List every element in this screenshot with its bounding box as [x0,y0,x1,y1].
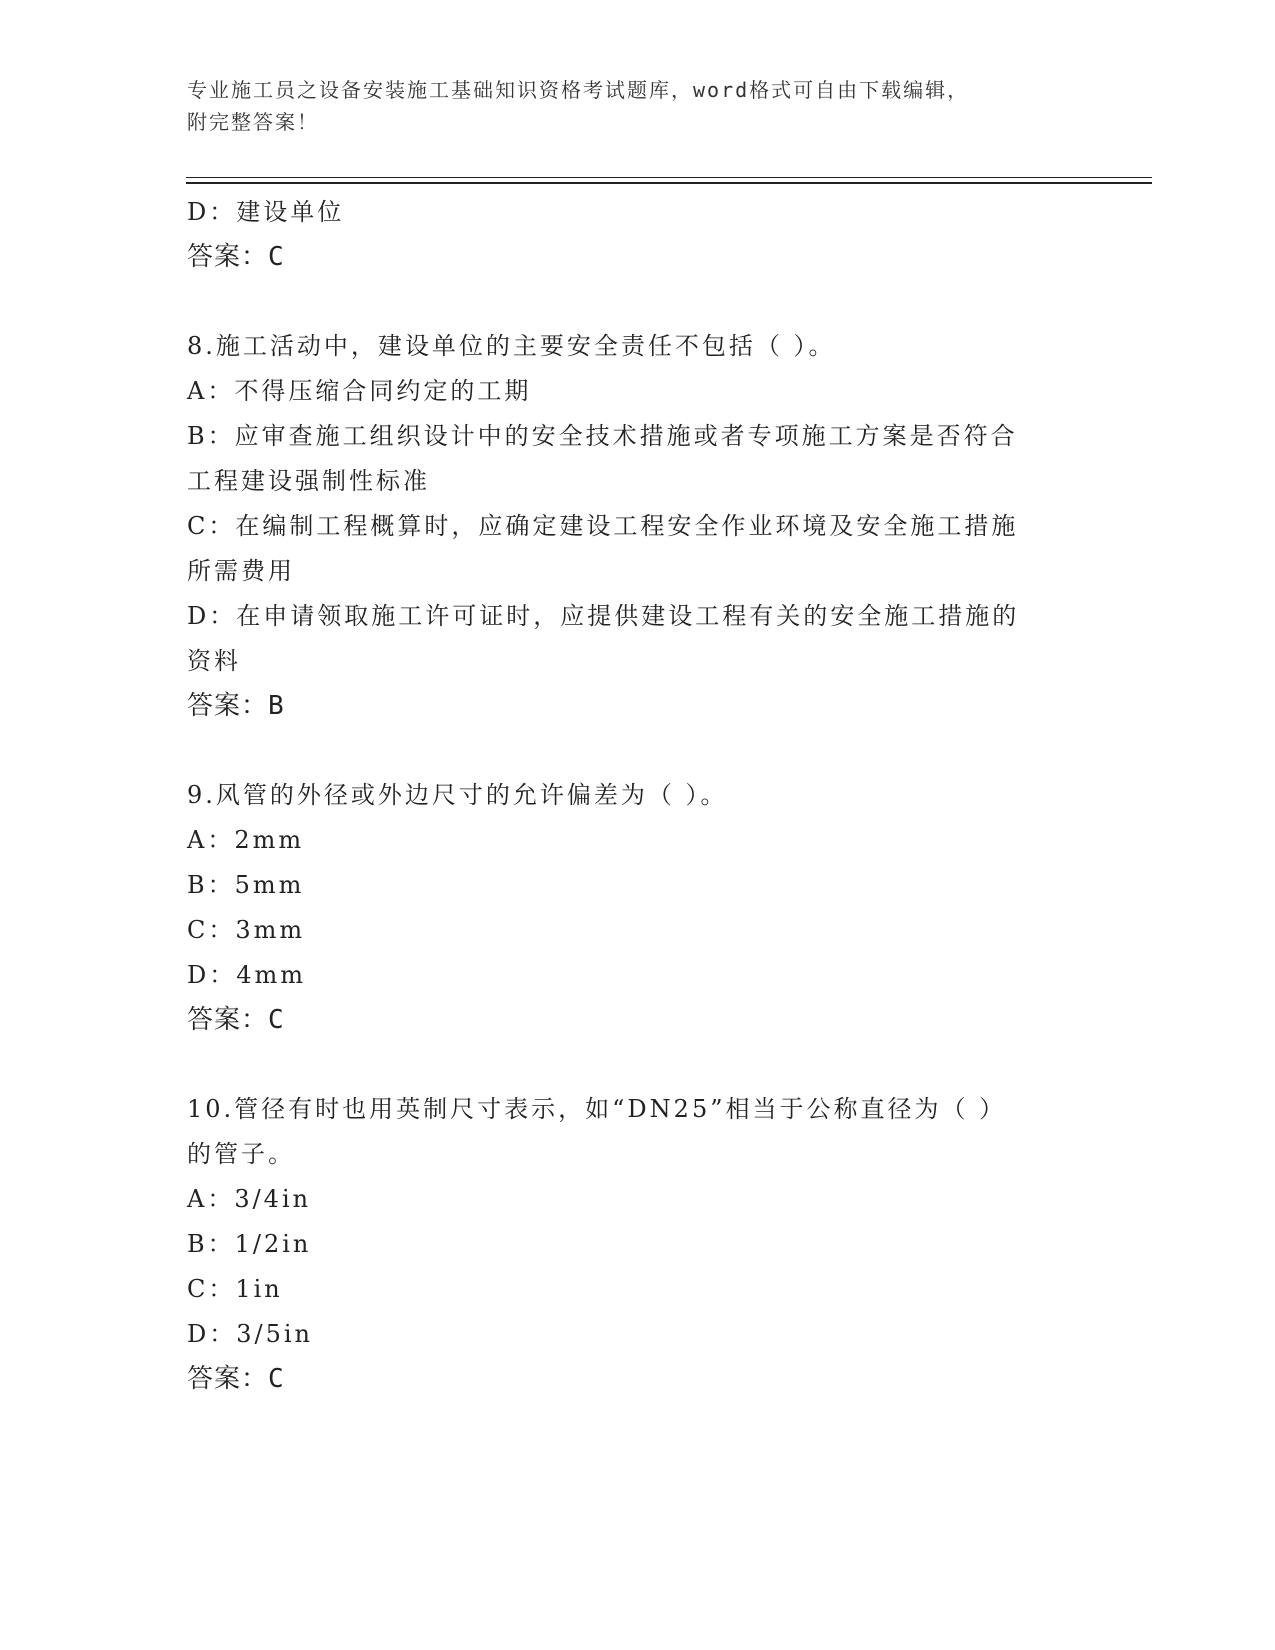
option-a: A：不得压缩合同约定的工期 [187,377,532,405]
answer: 答案：C [187,1364,285,1394]
option-b: B：应审查施工组织设计中的安全技术措施或者专项施工方案是否符合 [187,422,1018,450]
option-a: A：2mm [187,826,305,854]
option-c-cont: 所需费用 [187,557,295,585]
option-d: D：3/5in [187,1320,313,1348]
answer: 答案：C [187,1005,285,1035]
option-c: C：3mm [187,916,306,944]
header-divider-thin [186,177,1152,178]
question-10 [187,1087,1087,1402]
option-d: D：在申请领取施工许可证时，应提供建设工程有关的安全施工措施的 [187,602,1020,630]
question-text: 8.施工活动中，建设单位的主要安全责任不包括（ ）。 [187,332,836,360]
document-header [187,74,1087,138]
spacer [187,280,1087,324]
spacer [187,729,1087,773]
prev-answer: 答案：C [187,242,285,272]
question-9 [187,773,1087,1043]
option-c: C：1in [187,1275,283,1303]
option-d: D：4mm [187,961,307,989]
option-b: B：1/2in [187,1230,312,1258]
question-text: 10.管径有时也用英制尺寸表示，如“DN25”相当于公称直径为（ ） [187,1095,1007,1123]
option-b-cont: 工程建设强制性标准 [187,467,430,495]
header-divider-thick [186,182,1152,184]
option-d-cont: 资料 [187,647,241,675]
question-8 [187,324,1087,729]
option-c: C：在编制工程概算时，应确定建设工程安全作业环境及安全施工措施 [187,512,1019,540]
option-b: B：5mm [187,871,305,899]
document-body [187,190,1087,1402]
question-text: 9.风管的外径或外边尺寸的允许偏差为（ ）。 [187,781,728,809]
question-text-cont: 的管子。 [187,1140,295,1168]
option-a: A：3/4in [187,1185,312,1213]
header-line-1: 专业施工员之设备安装施工基础知识资格考试题库，word格式可自由下载编辑， [187,78,970,102]
header-line-2: 附完整答案！ [187,110,319,134]
answer: 答案：B [187,691,285,721]
spacer [187,1043,1087,1087]
prev-option-d: D：建设单位 [187,198,345,226]
